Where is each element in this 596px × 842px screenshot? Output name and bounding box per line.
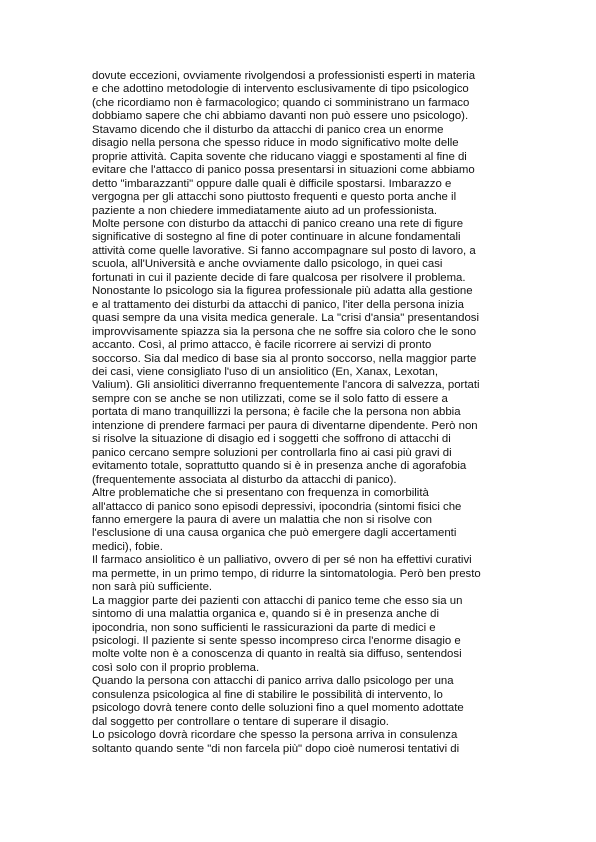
text-line: detto "imbarazzanti" oppure dalle quali è difficile spostarsi. Imbarazzo e bbox=[92, 177, 452, 190]
text-line: ma permette, in un primo tempo, di ridurre la sintomatologia. Però ben presto bbox=[92, 567, 481, 580]
text-line: psicologi. Il paziente si sente spesso incompreso circa l'enorme disagio e bbox=[92, 635, 461, 648]
text-line: Il farmaco ansiolitico è un palliativo, ovvero di per sé non ha effettivi curativi bbox=[92, 554, 472, 567]
text-line: dovute eccezioni, ovviamente rivolgendosi a professionisti esperti in materia bbox=[92, 70, 476, 82]
text-line: (che ricordiamo non è farmacologico; quando ci somministrano un farmaco bbox=[92, 96, 470, 109]
text-line: e al trattamento dei disturbi da attacchi di panico, l'iter della persona inizia bbox=[92, 298, 464, 311]
text-line: accanto. Così, al primo attacco, è facile ricorrere ai servizi di pronto bbox=[92, 339, 432, 352]
text-line: La maggior parte dei pazienti con attacchi di panico teme che esso sia un bbox=[92, 594, 463, 607]
text-line: evitare che l'attacco di panico possa presentarsi in situazioni come abbiamo bbox=[92, 164, 475, 177]
text-line: così solo con il proprio problema. bbox=[92, 661, 260, 674]
text-line: medici), fobie. bbox=[92, 540, 163, 553]
text-line: si risolve la situazione di disagio ed i soggetti che soffrono di attacchi di bbox=[92, 433, 451, 446]
text-line: intenzione di prendere farmaci per paura di diventarne dipendente. Però non bbox=[92, 419, 478, 432]
text-line: Valium). Gli ansiolitici diverranno frequentemente l'ancora di salvezza, portati bbox=[92, 379, 480, 392]
text-line: Stavamo dicendo che il disturbo da attacchi di panico crea un enorme bbox=[92, 123, 444, 136]
text-line: fanno emergere la paura di avere un malattia che non si risolve con bbox=[92, 513, 433, 526]
text-line: consulenza psicologica al fine di stabilire le possibilità di intervento, lo bbox=[92, 688, 443, 701]
text-line: quasi sempre da una visita medica generale. La "crisi d'ansia" presentandosi bbox=[92, 312, 480, 325]
text-line: (frequentemente associata al disturbo da attacchi di panico). bbox=[92, 473, 397, 486]
text-line: sintomo di una malattia organica e, quando si è in presenza anche di bbox=[92, 608, 440, 621]
text-line: l'esclusione di una causa organica che può emergere dagli accertamenti bbox=[92, 527, 457, 540]
text-line: sempre con se anche se non utilizzati, come se il solo fatto di essere a bbox=[92, 392, 448, 405]
text-line: portata di mano tranquillizzi la persona; è facile che la persona non abbia bbox=[92, 406, 461, 419]
text-line: Altre problematiche che si presentano con frequenza in comorbilità bbox=[92, 487, 429, 500]
text-line: all'attacco di panico sono episodi depressivi, ipocondria (sintomi fisici che bbox=[92, 500, 462, 513]
body-text bbox=[92, 70, 532, 756]
text-line: paziente a non chiedere immediatamente aiuto ad un professionista. bbox=[92, 204, 438, 217]
text-line: Lo psicologo dovrà ricordare che spesso la persona arriva in consulenza bbox=[92, 729, 458, 742]
text-line: psicologo dovrà tenere conto delle soluzioni fino a quel momento adottate bbox=[92, 702, 464, 715]
text-line: evitamento totale, soprattutto quando si è in presenza anche di agorafobia bbox=[92, 460, 467, 473]
text-line: improvvisamente spiazza sia la persona che ne soffre sia coloro che le sono bbox=[92, 325, 477, 338]
text-line: Molte persone con disturbo da attacchi di panico creano una rete di figure bbox=[92, 217, 464, 230]
text-line: molte volte non è a conoscenza di quanto in realtà sia diffuso, sentendosi bbox=[92, 648, 462, 661]
text-line: soltanto quando sente "di non farcela più" dopo cioè numerosi tentativi di bbox=[92, 742, 460, 755]
text-line: panico cercano sempre soluzioni per controllarla fino ai casi più gravi di bbox=[92, 446, 452, 459]
text-line: attività come quelle lavorative. Si fanno accompagnare sul posto di lavoro, a bbox=[92, 244, 476, 257]
text-line: soccorso. Sia dal medico di base sia al pronto soccorso, nella maggior parte bbox=[92, 352, 477, 365]
text-line: non sarà più sufficiente. bbox=[92, 581, 213, 594]
text-line: significative di sostegno al fine di poter continuare in alcune fondamentali bbox=[92, 231, 461, 244]
text-line: fortunati in cui il paziente decide di fare qualcosa per risolvere il problema. bbox=[92, 271, 466, 284]
text-line: vergogna per gli attacchi sono piuttosto frequenti e questo porta anche il bbox=[92, 191, 457, 204]
text-line: dal soggetto per controllare o tentare di superare il disagio. bbox=[92, 715, 389, 728]
text-line: dobbiamo sapere che chi abbiamo davanti non può essere uno psicologo). bbox=[92, 110, 469, 123]
text-line: scuola, all'Università e anche ovviamente dallo psicologo, in quei casi bbox=[92, 258, 443, 271]
text-line: e che adottino metodologie di intervento esclusivamente di tipo psicologico bbox=[92, 83, 469, 96]
text-line: proprie attività. Capita sovente che riducano viaggi e spostamenti al fine di bbox=[92, 150, 467, 163]
text-line: ipocondria, non sono sufficienti le rassicurazioni da parte di medici e bbox=[92, 621, 436, 634]
text-line: Quando la persona con attacchi di panico arriva dallo psicologo per una bbox=[92, 675, 454, 688]
text-line: dei casi, viene consigliato l'uso di un ansiolitico (En, Xanax, Lexotan, bbox=[92, 365, 438, 378]
text-line: Nonostante lo psicologo sia la figurea professionale più adatta alla gestione bbox=[92, 285, 473, 298]
text-line: disagio nella persona che spesso riduce in modo significativo molte delle bbox=[92, 137, 459, 150]
